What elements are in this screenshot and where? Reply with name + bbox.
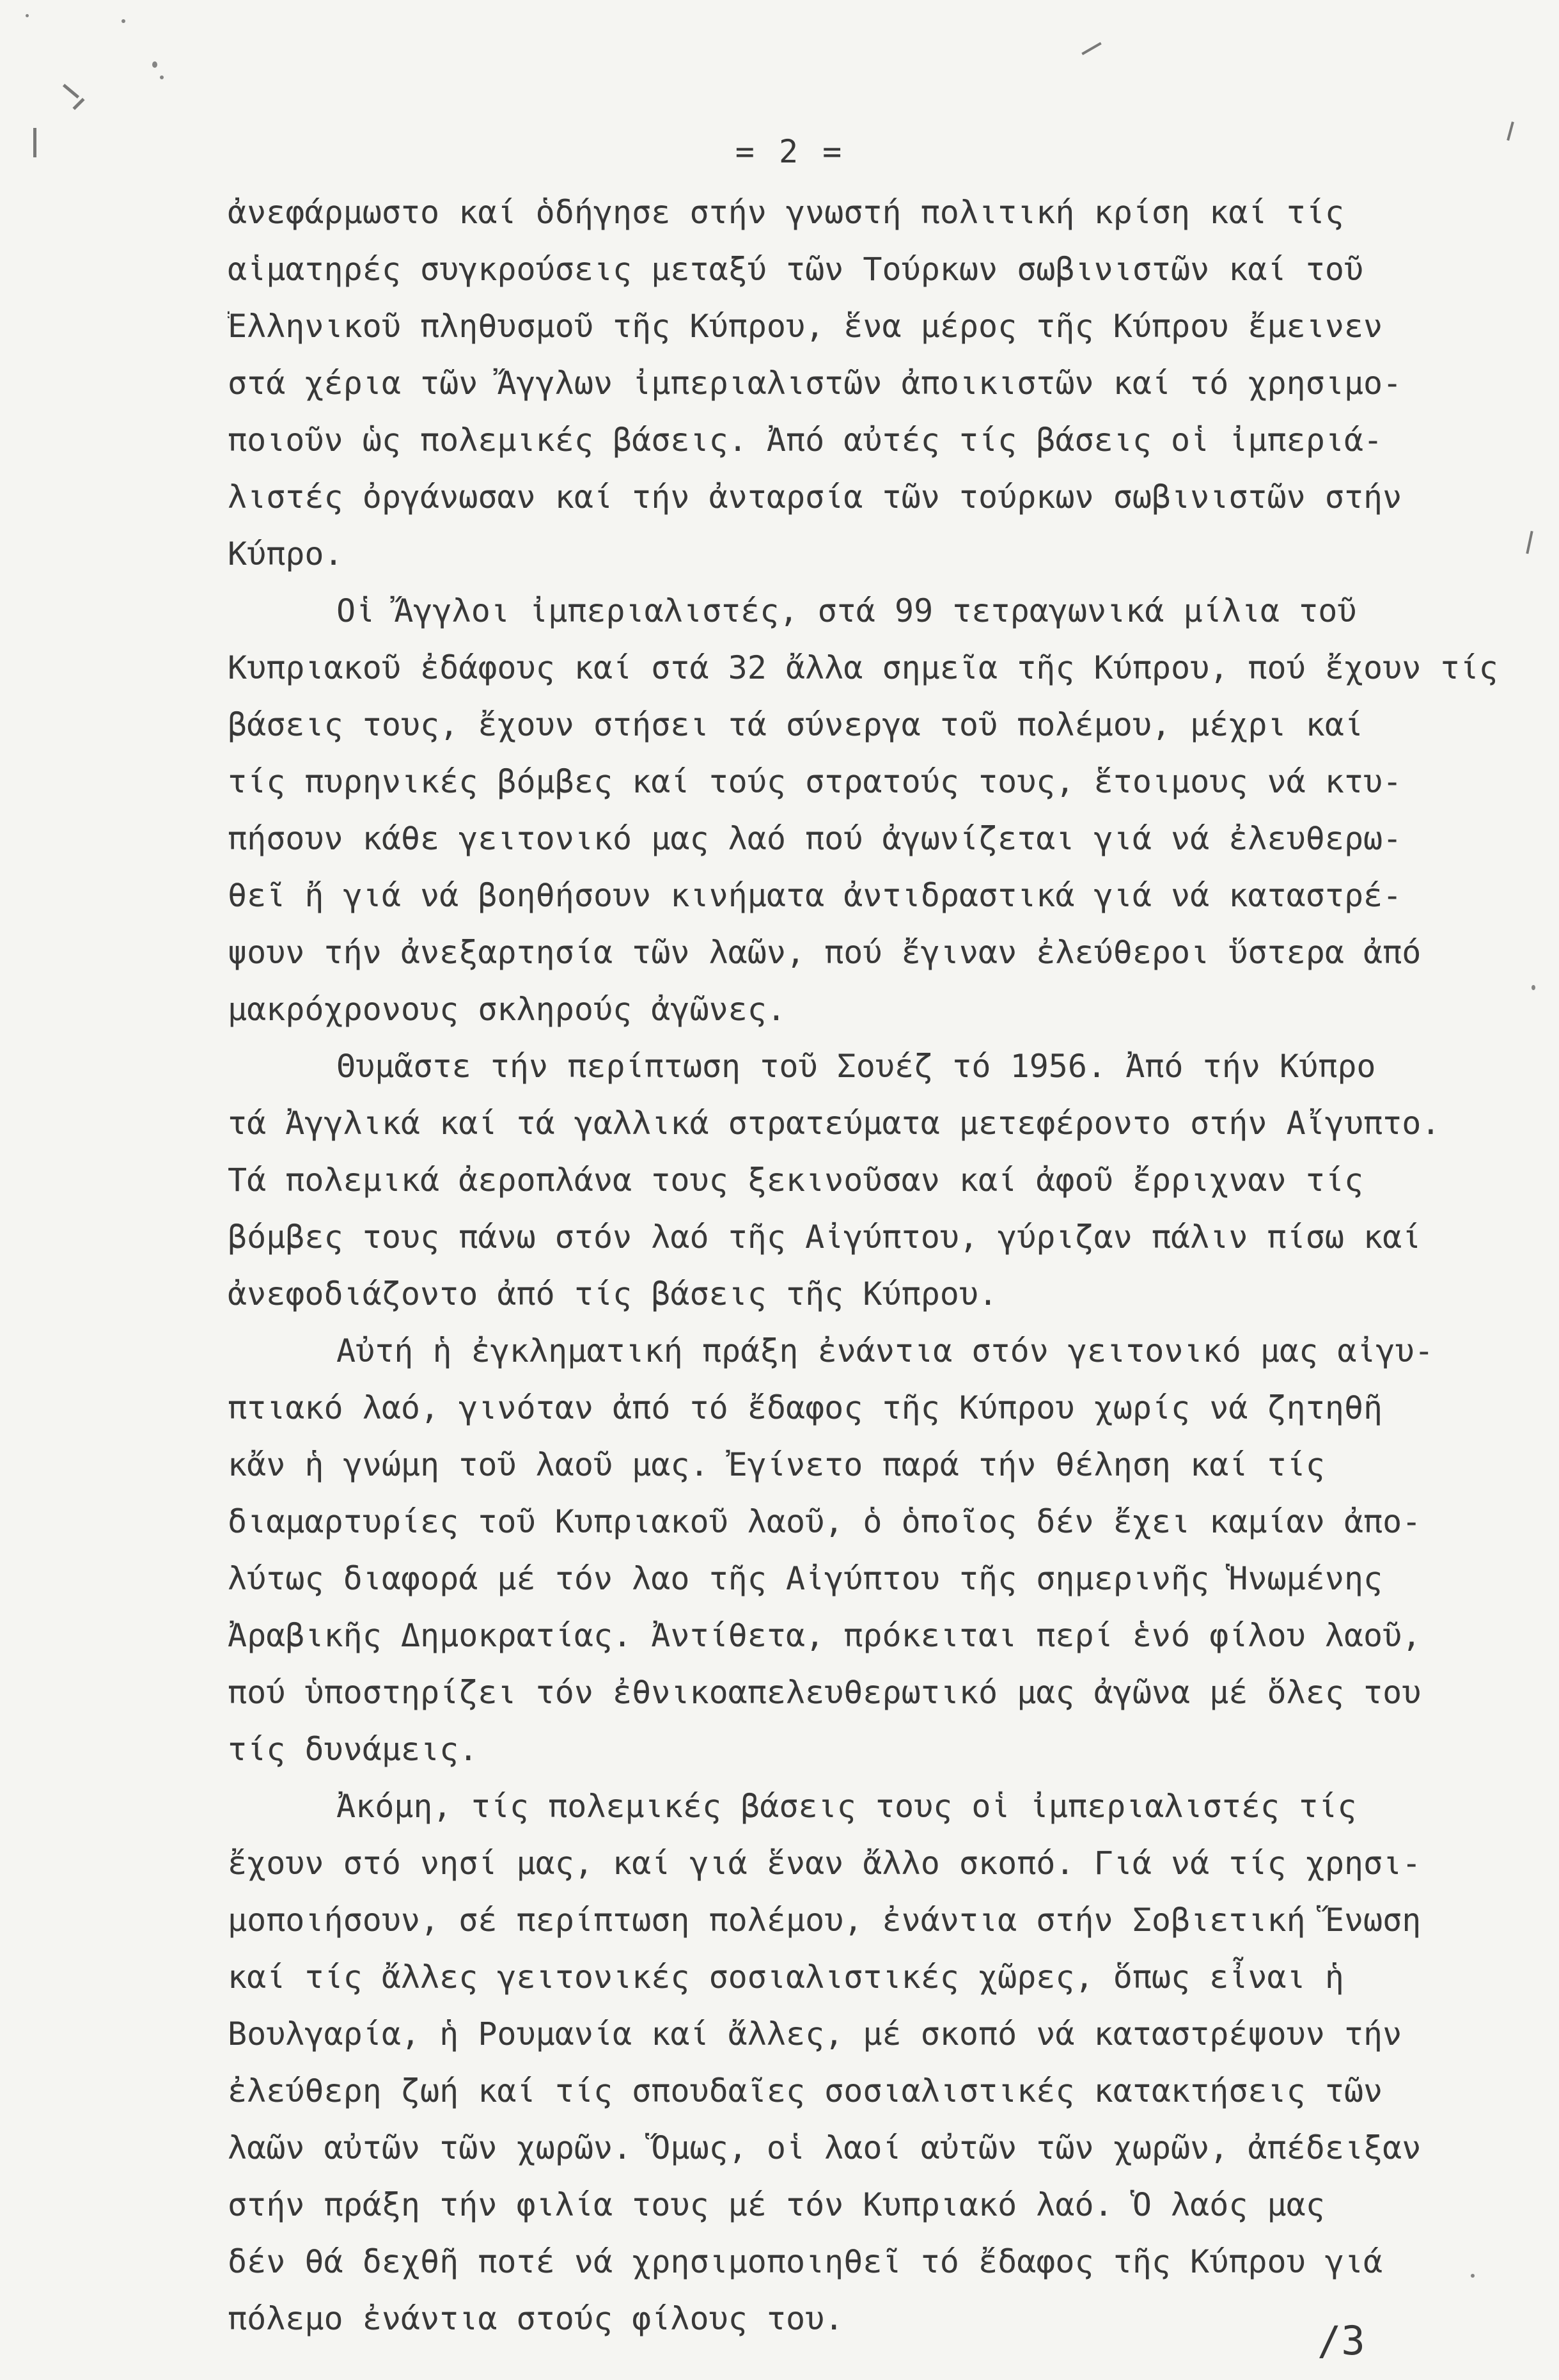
scan-mark: [1507, 122, 1514, 141]
paragraph: [228, 184, 1507, 583]
text-line: Τά πολεμικά ἀεροπλάνα τους ξεκινοῦσαν καί ἀφοῦ ἔρριχναν τίς: [228, 1162, 1364, 1199]
text-line: αἱματηρές συγκρούσεις μεταξύ τῶν Τούρκων σωβινιστῶν καί τοῦ: [228, 251, 1364, 288]
text-line: Οἱ Ἄγγλοι ἰμπεριαλιστές, στά 99 τετραγωνικά μίλια τοῦ: [336, 592, 1357, 629]
text-line: Βουλγαρία, ἡ Ρουμανία καί ἄλλες, μέ σκοπό νά καταστρέψουν τήν: [228, 2015, 1402, 2053]
scan-speck: [26, 14, 29, 17]
scan-speck: [1532, 985, 1535, 990]
paragraph: [228, 1323, 1507, 1778]
text-line: Θυμᾶστε τήν περίπτωση τοῦ Σουέζ τό 1956. Ἀπό τήν Κύπρο: [336, 1048, 1376, 1085]
scan-speck: [152, 61, 157, 68]
scan-mark: [33, 128, 36, 157]
text-line: Αὐτή ἡ ἐγκληματική πράξη ἐνάντια στόν γειτονικό μας αἰγυ-: [336, 1332, 1434, 1369]
text-line: βάσεις τους, ἔχουν στήσει τά σύνεργα τοῦ πολέμου, μέχρι καί: [228, 706, 1364, 743]
text-line: τίς πυρηνικές βόμβες καί τούς στρατούς τους, ἕτοιμους νά κτυ-: [228, 763, 1402, 800]
text-line: πτιακό λαό, γινόταν ἀπό τό ἔδαφος τῆς Κύπρου χωρίς νά ζητηθῆ: [228, 1389, 1383, 1426]
text-line: μακρόχρονους σκληρούς ἀγῶνες.: [228, 991, 786, 1028]
text-line: ψουν τήν ἀνεξαρτησία τῶν λαῶν, πού ἔγιναν ἐλεύθεροι ὕστερα ἀπό: [228, 934, 1422, 971]
page-number-header: = 2 =: [735, 133, 845, 170]
text-line: δέν θά δεχθῆ ποτέ νά χρησιμοποιηθεῖ τό ἔδαφος τῆς Κύπρου γιά: [228, 2243, 1383, 2280]
text-line: κἄν ἡ γνώμη τοῦ λαοῦ μας. Ἐγίνετο παρά τήν θέληση καί τίς: [228, 1446, 1325, 1483]
text-line: ἀνεφοδιάζοντο ἀπό τίς βάσεις τῆς Κύπρου.: [228, 1275, 998, 1312]
next-page-marker: /3: [1317, 2317, 1365, 2364]
text-line: πού ὑποστηρίζει τόν ἐθνικοαπελευθερωτικό μας ἀγῶνα μέ ὅλες του: [228, 1674, 1422, 1711]
text-line: ποιοῦν ὡς πολεμικές βάσεις. Ἀπό αὐτές τίς βάσεις οἱ ἰμπεριά-: [228, 422, 1383, 459]
scan-mark: [1081, 42, 1101, 55]
text-line: μοποιήσουν, σέ περίπτωση πολέμου, ἐνάντια στήν Σοβιετική Ἕνωση: [228, 1902, 1422, 1939]
text-line: λαῶν αὐτῶν τῶν χωρῶν. Ὅμως, οἱ λαοί αὐτῶν τῶν χωρῶν, ἀπέδειξαν: [228, 2129, 1422, 2166]
text-line: λύτως διαφορά μέ τόν λαο τῆς Αἰγύπτου τῆς σημερινῆς Ἡνωμένης: [228, 1560, 1383, 1597]
scan-speck: [121, 19, 125, 23]
text-line: στήν πράξη τήν φιλία τους μέ τόν Κυπριακό λαό. Ὁ λαός μας: [228, 2186, 1325, 2223]
scan-speck: [160, 75, 164, 79]
scan-mark: [1526, 531, 1533, 554]
document-body: [228, 184, 1507, 2347]
text-line: καί τίς ἄλλες γειτονικές σοσιαλιστικές χῶρες, ὅπως εἶναι ἡ: [228, 1958, 1344, 1996]
text-line: στά χέρια τῶν Ἄγγλων ἰμπεριαλιστῶν ἀποικιστῶν καί τό χρησιμο-: [228, 365, 1402, 402]
text-line: Κυπριακοῦ ἐδάφους καί στά 32 ἄλλα σημεῖα τῆς Κύπρου, πού ἔχουν τίς: [228, 649, 1498, 686]
scan-mark: [72, 98, 84, 110]
text-line: θεῖ ἤ γιά νά βοηθήσουν κινήματα ἀντιδραστικά γιά νά καταστρέ-: [228, 877, 1402, 914]
text-line: Κύπρο.: [228, 535, 343, 572]
text-line: τίς δυνάμεις.: [228, 1731, 478, 1768]
text-line: ἔχουν στό νησί μας, καί γιά ἕναν ἄλλο σκοπό. Γιά νά τίς χρησι-: [228, 1845, 1422, 1882]
text-line: τά Ἀγγλικά καί τά γαλλικά στρατεύματα μετεφέροντο στήν Αἴγυπτο.: [228, 1105, 1441, 1142]
text-line: ἀνεφάρμωστο καί ὁδήγησε στήν γνωστή πολιτική κρίση καί τίς: [228, 194, 1344, 231]
text-line: Ἀραβικῆς Δημοκρατίας. Ἀντίθετα, πρόκειται περί ἑνό φίλου λαοῦ,: [228, 1617, 1422, 1654]
text-line: πόλεμο ἐνάντια στούς φίλους του.: [228, 2300, 844, 2337]
scan-mark: [63, 84, 79, 99]
text-line: βόμβες τους πάνω στόν λαό τῆς Αἰγύπτου, γύριζαν πάλιν πίσω καί: [228, 1218, 1422, 1256]
text-line: Ἀκόμη, τίς πολεμικές βάσεις τους οἱ ἰμπεριαλιστές τίς: [336, 1788, 1357, 1825]
paragraph: [228, 1038, 1507, 1323]
paragraph: [228, 1778, 1507, 2347]
paragraph: [228, 583, 1507, 1038]
text-line: πήσουν κάθε γειτονικό μας λαό πού ἀγωνίζεται γιά νά ἐλευθερω-: [228, 820, 1402, 857]
text-line: διαμαρτυρίες τοῦ Κυπριακοῦ λαοῦ, ὁ ὁποῖος δέν ἔχει καμίαν ἀπο-: [228, 1503, 1422, 1540]
text-line: Ἑλληνικοῦ πληθυσμοῦ τῆς Κύπρου, ἕνα μέρος τῆς Κύπρου ἔμεινεν: [228, 308, 1383, 345]
text-line: ἐλεύθερη ζωή καί τίς σπουδαῖες σοσιαλιστικές κατακτήσεις τῶν: [228, 2072, 1383, 2109]
text-line: λιστές ὀργάνωσαν καί τήν ἀνταρσία τῶν τούρκων σωβινιστῶν στήν: [228, 478, 1402, 516]
